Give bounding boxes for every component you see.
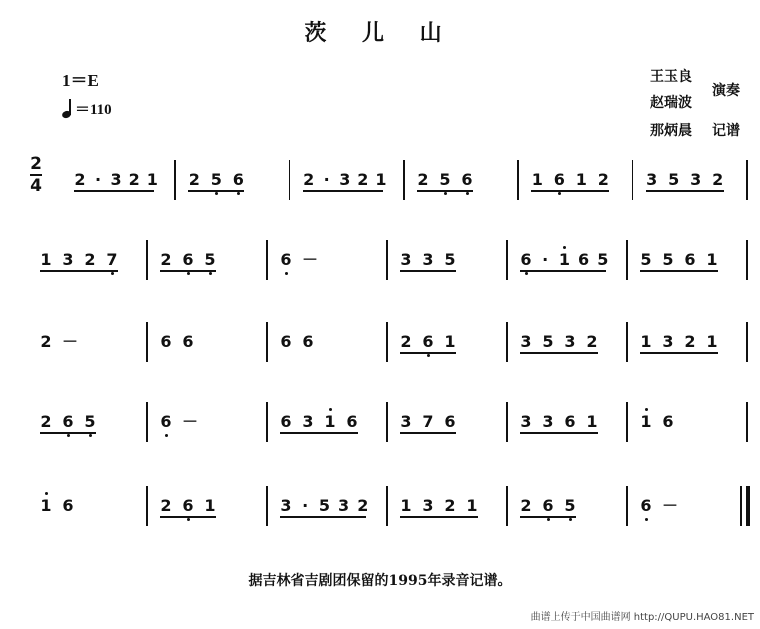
- note: 6: [553, 170, 565, 189]
- note: 5: [318, 496, 330, 515]
- underline-beam: [646, 190, 724, 192]
- note: 5: [564, 496, 576, 515]
- underline-beam: [640, 352, 718, 354]
- note: 1: [575, 170, 587, 189]
- underline-beam: [640, 270, 718, 272]
- barline: [386, 240, 388, 280]
- note: 3: [690, 170, 702, 189]
- note: 7: [106, 250, 118, 269]
- note: 6: [62, 412, 74, 431]
- note: 2: [303, 170, 315, 189]
- underline-beam: [400, 352, 456, 354]
- role-transcribe: 记谱: [712, 123, 740, 139]
- barline: [403, 160, 405, 200]
- note: 5: [542, 332, 554, 351]
- underline-beam: [303, 190, 383, 192]
- barline: [146, 402, 148, 442]
- final-barline-thin: [740, 486, 742, 526]
- note: 2: [74, 170, 86, 189]
- barline: [626, 486, 628, 526]
- barline: [386, 402, 388, 442]
- note: 7: [422, 412, 434, 431]
- underline-beam: [40, 270, 118, 272]
- note: 3: [520, 332, 532, 351]
- note: 6: [346, 412, 358, 431]
- barline: [266, 322, 268, 362]
- note: 1: [558, 250, 570, 269]
- barline: [146, 322, 148, 362]
- underline-beam: [520, 516, 576, 518]
- underline-beam: [520, 432, 598, 434]
- note: 2: [684, 332, 696, 351]
- note: 6: [662, 412, 674, 431]
- underline-beam: [417, 190, 473, 192]
- underline-beam: [160, 270, 216, 272]
- note: 3: [280, 496, 292, 515]
- note: 1: [466, 496, 478, 515]
- tempo-value: ＝110: [75, 102, 112, 118]
- sustain-dash: －: [662, 496, 679, 515]
- note: 3: [400, 250, 412, 269]
- time-signature-bottom: 4: [30, 175, 42, 196]
- note: 1: [400, 496, 412, 515]
- barline: [174, 160, 176, 200]
- note: 6: [182, 250, 194, 269]
- sustain-dash: －: [182, 412, 199, 431]
- note: 6: [422, 332, 434, 351]
- note: 2: [444, 496, 456, 515]
- note: 3: [110, 170, 122, 189]
- barline: [506, 402, 508, 442]
- score-row: [0, 322, 760, 362]
- transcriber: 那炳晨: [650, 123, 692, 139]
- note: 2: [40, 332, 52, 351]
- note: 3: [302, 412, 314, 431]
- note: 3: [422, 496, 434, 515]
- note: 1: [40, 496, 52, 515]
- note: 6: [461, 170, 473, 189]
- underline-beam: [280, 516, 366, 518]
- underline-beam: [520, 270, 606, 272]
- barline: [746, 402, 748, 442]
- page-title: 茨 儿 山: [304, 20, 456, 46]
- note: 1: [706, 332, 718, 351]
- note: 5: [444, 250, 456, 269]
- barline: [746, 240, 748, 280]
- score-row: [0, 160, 760, 200]
- note: 1: [640, 412, 652, 431]
- note: 6: [444, 412, 456, 431]
- performer-1: 王玉良: [650, 69, 692, 85]
- underline-beam: [160, 516, 216, 518]
- note: 5: [668, 170, 680, 189]
- note: 1: [706, 250, 718, 269]
- note: 2: [712, 170, 724, 189]
- note: 1: [40, 250, 52, 269]
- note: 1: [444, 332, 456, 351]
- barline: [626, 322, 628, 362]
- note: 6: [640, 496, 652, 515]
- barline: [746, 322, 748, 362]
- note: 1: [204, 496, 216, 515]
- time-signature-top: 2: [30, 154, 42, 174]
- note: 2: [400, 332, 412, 351]
- underline-beam: [40, 432, 96, 434]
- note: 2: [160, 250, 172, 269]
- underline-beam: [280, 432, 358, 434]
- barline: [266, 240, 268, 280]
- score-row: [0, 240, 760, 280]
- note: 5: [84, 412, 96, 431]
- tempo-marking: [62, 98, 112, 119]
- note: 3: [662, 332, 674, 351]
- barline: [386, 322, 388, 362]
- underline-beam: [74, 190, 154, 192]
- dot-mark: ·: [542, 250, 549, 269]
- note: 2: [357, 170, 369, 189]
- sustain-dash: －: [62, 332, 79, 351]
- note: 6: [182, 496, 194, 515]
- note: 1: [531, 170, 543, 189]
- barline: [266, 402, 268, 442]
- note: 6: [160, 412, 172, 431]
- underline-beam: [400, 270, 456, 272]
- barline: [266, 486, 268, 526]
- barline: [632, 160, 634, 200]
- note: 6: [520, 250, 532, 269]
- dot-mark: ·: [323, 170, 330, 189]
- note: 3: [338, 496, 350, 515]
- note: 5: [662, 250, 674, 269]
- note: 5: [640, 250, 652, 269]
- note: 2: [417, 170, 429, 189]
- note: 2: [84, 250, 96, 269]
- note: 6: [280, 332, 292, 351]
- note: 6: [182, 332, 194, 351]
- note: 1: [375, 170, 387, 189]
- note: 2: [160, 496, 172, 515]
- barline: [517, 160, 519, 200]
- note: 1: [586, 412, 598, 431]
- role-perform: 演奏: [712, 83, 740, 99]
- barline: [626, 402, 628, 442]
- barline: [746, 160, 748, 200]
- note: 3: [62, 250, 74, 269]
- note: 3: [520, 412, 532, 431]
- note: 3: [542, 412, 554, 431]
- underline-beam: [400, 516, 478, 518]
- note: 6: [578, 250, 590, 269]
- final-barline-thick: [746, 486, 750, 526]
- barline: [146, 240, 148, 280]
- note: 6: [160, 332, 172, 351]
- note: 3: [422, 250, 434, 269]
- note: 3: [564, 332, 576, 351]
- note: 3: [400, 412, 412, 431]
- note: 2: [128, 170, 140, 189]
- dot-mark: ·: [95, 170, 102, 189]
- note: 2: [597, 170, 609, 189]
- barline: [146, 486, 148, 526]
- note: 6: [280, 412, 292, 431]
- note: 1: [146, 170, 158, 189]
- watermark: 曲谱上传于中国曲谱网 http://QUPU.HAO81.NET: [530, 612, 754, 623]
- source-note: 据吉林省吉剧团保留的1995年录音记谱。: [248, 573, 512, 589]
- note: 5: [439, 170, 451, 189]
- note: 5: [597, 250, 609, 269]
- note: 1: [324, 412, 336, 431]
- note: 2: [520, 496, 532, 515]
- note: 2: [586, 332, 598, 351]
- score-row: [0, 486, 760, 526]
- sustain-dash: －: [302, 250, 319, 269]
- note: 6: [232, 170, 244, 189]
- quarter-note-icon: [62, 100, 72, 118]
- barline: [506, 322, 508, 362]
- note: 6: [564, 412, 576, 431]
- note: 6: [280, 250, 292, 269]
- underline-beam: [520, 352, 598, 354]
- note: 5: [210, 170, 222, 189]
- note: 6: [542, 496, 554, 515]
- note: 2: [357, 496, 369, 515]
- note: 6: [302, 332, 314, 351]
- note: 2: [40, 412, 52, 431]
- performer-2: 赵瑞波: [650, 95, 692, 111]
- note: 2: [188, 170, 200, 189]
- barline: [626, 240, 628, 280]
- barline: [289, 160, 291, 200]
- note: 3: [646, 170, 658, 189]
- note: 5: [204, 250, 216, 269]
- note: 6: [684, 250, 696, 269]
- barline: [506, 240, 508, 280]
- score-row: [0, 402, 760, 442]
- note: 1: [640, 332, 652, 351]
- note: 3: [339, 170, 351, 189]
- dot-mark: ·: [302, 496, 309, 515]
- underline-beam: [531, 190, 609, 192]
- barline: [386, 486, 388, 526]
- underline-beam: [400, 432, 456, 434]
- barline: [506, 486, 508, 526]
- key-signature: 1＝E: [62, 71, 99, 90]
- note: 6: [62, 496, 74, 515]
- underline-beam: [188, 190, 244, 192]
